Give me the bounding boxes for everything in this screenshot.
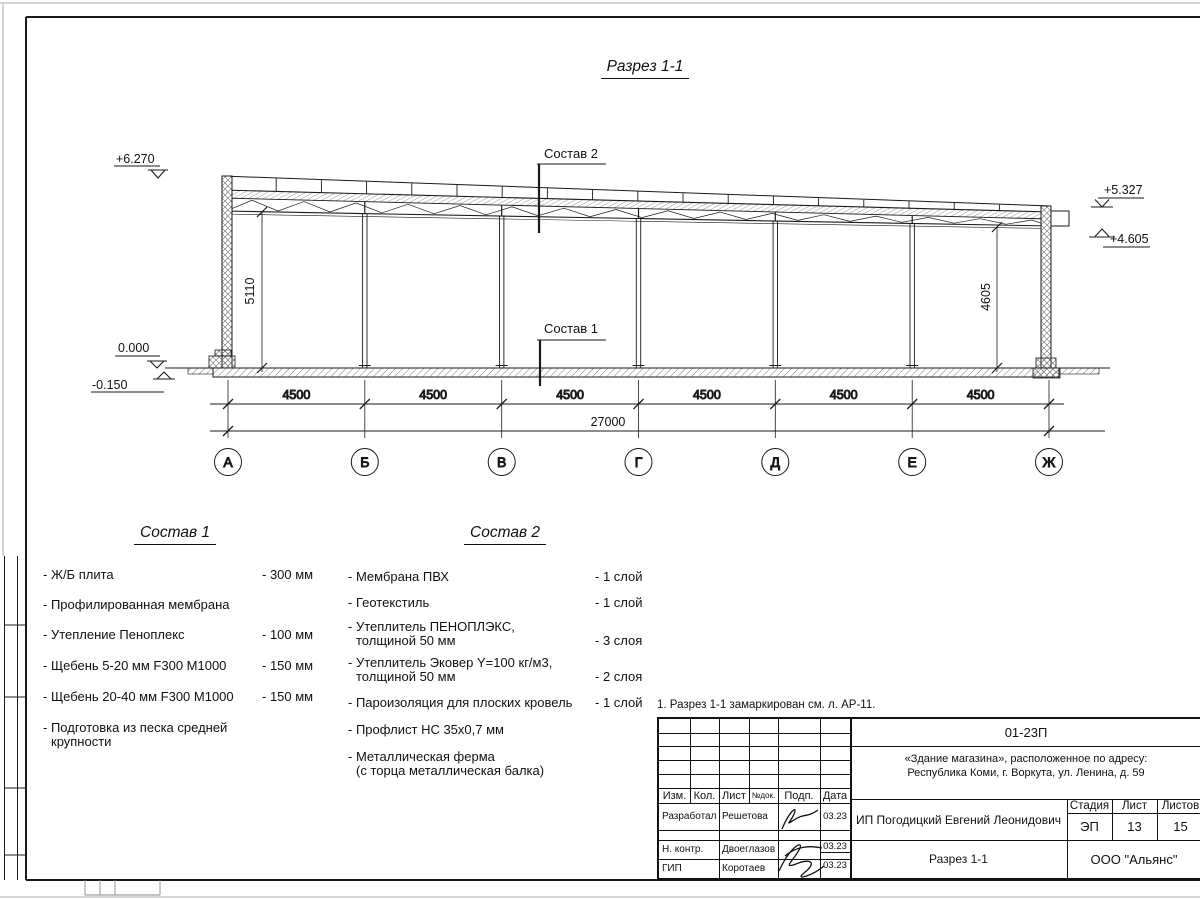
material-value: - 150 мм xyxy=(262,689,314,704)
name-ncontr: Двоеглазов xyxy=(722,844,776,855)
material-value: - 150 мм xyxy=(262,658,314,673)
floor-slab xyxy=(165,368,1110,377)
axis-label: Ж xyxy=(1042,454,1056,470)
material-row xyxy=(348,655,643,684)
right-wall xyxy=(1033,206,1069,378)
material-value: - 1 слой xyxy=(595,569,643,584)
sheets-value: 15 xyxy=(1173,819,1188,834)
material-value: - 1 слой xyxy=(595,695,643,710)
project-object-line2: Республика Коми, г. Воркута, ул. Ленина, д. 59 xyxy=(907,767,1145,779)
axis-label: Д xyxy=(770,454,781,470)
material-name: - Профилированная мембрана xyxy=(43,597,230,612)
side-stamp xyxy=(5,556,27,880)
material-row xyxy=(43,658,314,673)
material-name: - Утепление Пеноплекс xyxy=(43,627,185,642)
bay-dim-label: 4500 xyxy=(556,388,585,402)
material-name: - Профлист НС 35х0,7 мм xyxy=(348,722,504,737)
bay-dim-label: 4500 xyxy=(282,388,311,402)
role-ncontr: Н. контр. xyxy=(662,844,704,855)
bay-dim-label: 4500 xyxy=(692,388,721,402)
col-header-podp: Подп. xyxy=(784,789,814,802)
sostav1-drawing-label: Состав 1 xyxy=(544,321,598,336)
height-dimensions xyxy=(243,207,1002,373)
elevation-right-top: +5.327 xyxy=(1104,183,1143,197)
axis-bubbles xyxy=(215,449,1063,476)
material-name: - Металлическая ферма xyxy=(348,749,495,764)
client-name: ИП Погодицкий Евгений Леонидович xyxy=(855,812,1062,827)
material-value: - 100 мм xyxy=(262,627,314,642)
sheets-label: Листов xyxy=(1161,800,1200,812)
elevation-zero: 0.000 xyxy=(118,341,150,355)
material-row xyxy=(43,598,230,612)
col-header-izm: Изм. xyxy=(662,789,687,802)
material-row xyxy=(43,721,227,749)
material-row xyxy=(348,619,643,648)
title-block xyxy=(657,717,1200,880)
material-name: - Пароизоляция для плоских кровель xyxy=(348,695,573,710)
axis-label: Г xyxy=(634,454,643,470)
col-header-kol: Кол. xyxy=(693,789,716,802)
project-object-line1: «Здание магазина», расположенное по адресу: xyxy=(904,753,1148,765)
material-name: - Геотекстиль xyxy=(348,595,430,610)
company-name: ООО "Альянс" xyxy=(1090,851,1178,867)
drawing-name: Разрез 1-1 xyxy=(929,852,988,866)
material-value: - 3 слоя xyxy=(595,633,643,648)
material-row xyxy=(43,627,314,642)
material-row xyxy=(348,595,643,610)
dimension-chain xyxy=(210,380,1105,438)
material-name-line2: крупности xyxy=(51,734,112,749)
stage-label: Стадия xyxy=(1069,800,1110,812)
material-name: - Ж/Б плита xyxy=(43,567,114,582)
elevation-top-left: +6.270 xyxy=(116,152,155,166)
material-name-line2: толщиной 50 мм xyxy=(356,633,456,648)
footer-boxes xyxy=(85,880,160,895)
total-dim-label: 27000 xyxy=(590,415,626,429)
role-razrabotal: Разработал xyxy=(662,811,717,822)
page-title: Разрез 1-1 xyxy=(565,58,725,79)
material-name: - Утеплитель Эковер Y=100 кг/м3, xyxy=(348,655,553,670)
material-value: - 300 мм xyxy=(262,567,314,582)
bay-dim-label: 4500 xyxy=(966,388,995,402)
material-name: - Щебень 20-40 мм F300 М1000 xyxy=(43,689,234,704)
material-value: - 2 слоя xyxy=(595,669,643,684)
height-dim-left: 5110 xyxy=(243,277,257,305)
material-name: - Подготовка из песка средней xyxy=(43,720,228,735)
left-wall xyxy=(209,176,235,368)
sheet-value: 13 xyxy=(1127,819,1142,834)
col-header-list: Лист xyxy=(722,789,746,802)
axis-label: В xyxy=(497,454,507,470)
sostav2-heading: Состав 2 xyxy=(445,524,565,545)
date-razrabotal: 03.23 xyxy=(823,811,847,822)
material-row xyxy=(43,567,314,582)
role-gip: ГИП xyxy=(662,863,682,874)
elevation-right-mid: +4.605 xyxy=(1110,232,1149,246)
name-gip: Коротаев xyxy=(722,863,766,874)
axis-label: Б xyxy=(360,454,370,470)
material-value: - 1 слой xyxy=(595,595,643,610)
sostav1-heading: Состав 1 xyxy=(115,524,235,545)
material-name: - Мембрана ПВХ xyxy=(348,569,449,584)
elevation-below: -0.150 xyxy=(92,378,128,392)
axis-label: А xyxy=(223,454,233,470)
material-row xyxy=(43,689,314,704)
stage-value: ЭП xyxy=(1080,819,1099,834)
bay-dim-label: 4500 xyxy=(419,388,448,402)
date-ncontr: 03.23 xyxy=(823,840,847,852)
signature-ncontr-gip xyxy=(773,837,829,881)
material-name: - Утеплитель ПЕНОПЛЭКС, xyxy=(348,619,515,634)
col-header-data: Дата xyxy=(822,789,848,802)
bay-dim-label: 4500 xyxy=(829,388,858,402)
material-row xyxy=(348,750,544,778)
col-header-doc: №док. xyxy=(751,791,776,800)
material-name-line2: толщиной 50 мм xyxy=(356,669,456,684)
material-row xyxy=(348,723,504,737)
columns xyxy=(359,214,918,368)
date-gip: 03.23 xyxy=(823,859,847,871)
project-code: 01-23П xyxy=(1004,725,1048,740)
name-razrabotal: Решетова xyxy=(722,811,768,822)
sostav2-drawing-label: Состав 2 xyxy=(544,146,598,161)
sheet-note: 1. Разрез 1-1 замаркирован см. л. АР-11. xyxy=(657,699,876,711)
signature-razrabotal xyxy=(779,805,821,833)
sheet-label: Лист xyxy=(1122,800,1147,812)
material-name-line2: (с торца металлическая балка) xyxy=(356,763,545,778)
material-row xyxy=(348,695,643,710)
elevation-marks xyxy=(91,152,1150,392)
axis-label: Е xyxy=(907,454,917,470)
height-dim-right: 4605 xyxy=(979,283,993,311)
material-row xyxy=(348,569,643,584)
material-name: - Щебень 5-20 мм F300 М1000 xyxy=(43,658,227,673)
